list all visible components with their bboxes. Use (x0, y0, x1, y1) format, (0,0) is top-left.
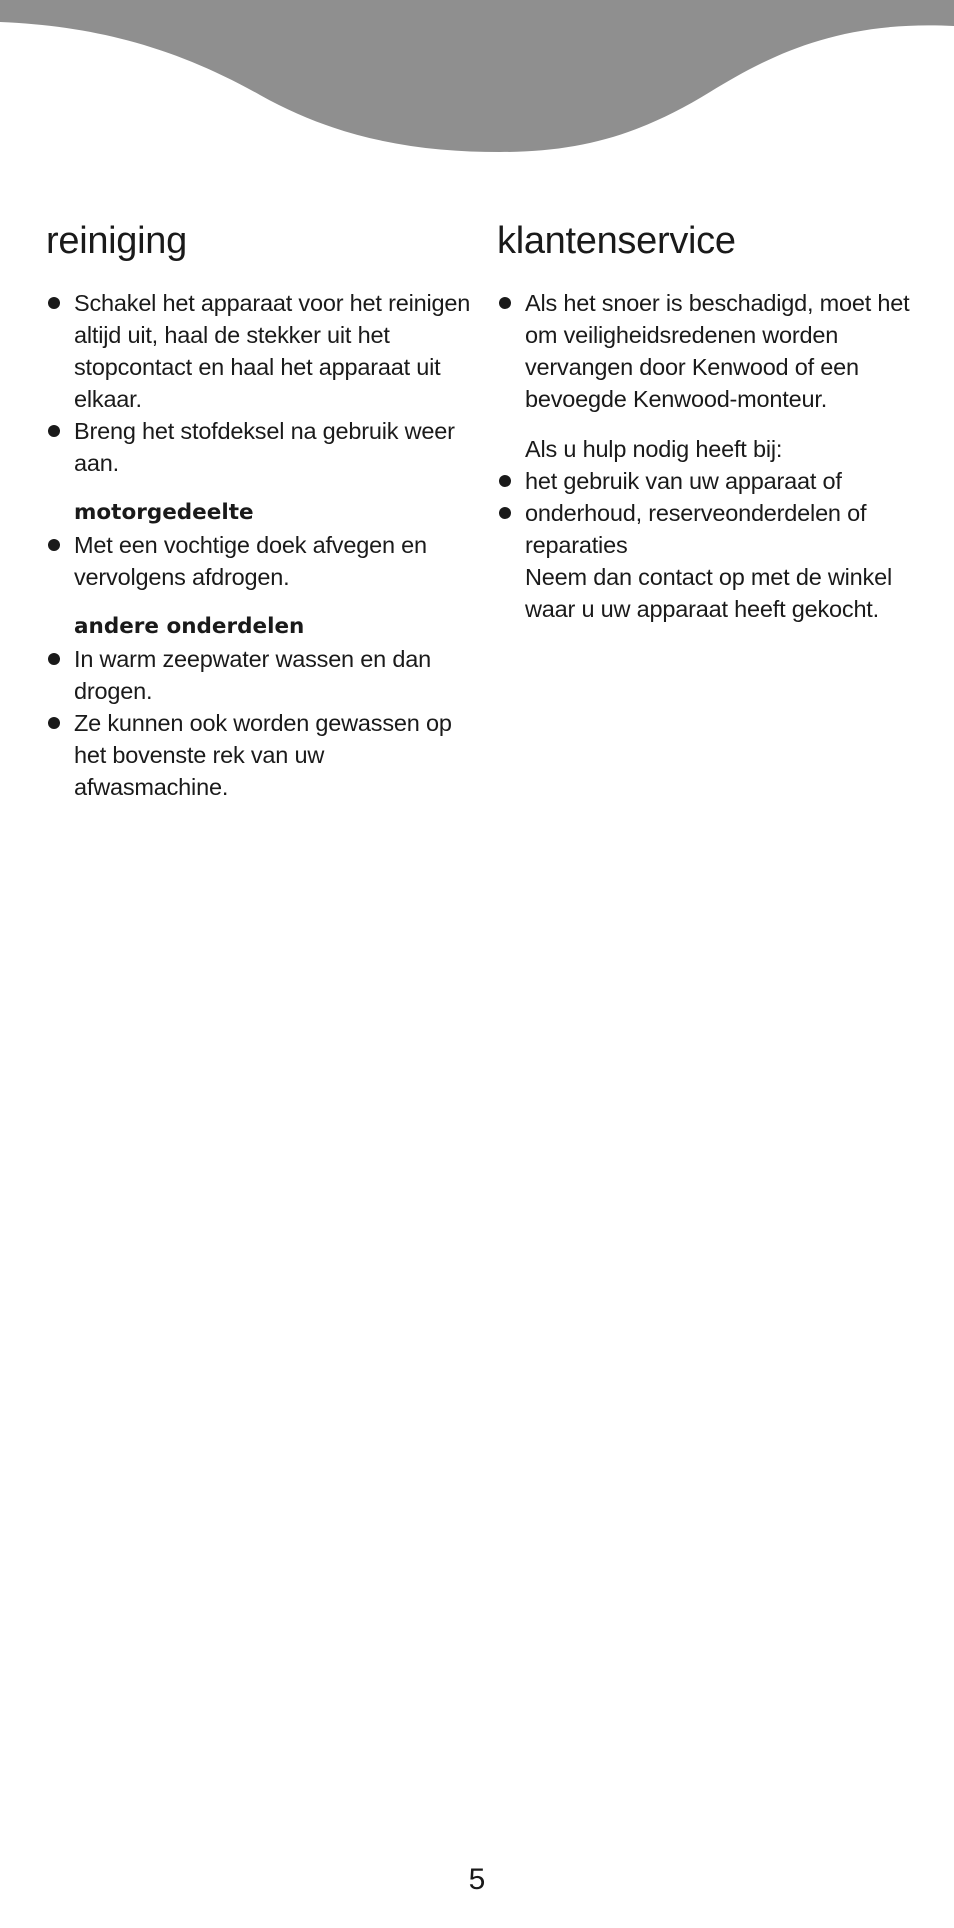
customer-service-section (497, 216, 917, 625)
header-wave-decoration (0, 0, 954, 160)
list-item: onderhoud, reserveonderdelen of reparaties (497, 497, 917, 561)
list-item: Ze kunnen ook worden gewassen op het bovenste rek van uw afwasmachine. (46, 707, 476, 803)
service-list (497, 287, 917, 415)
other-parts-heading: andere onderdelen (74, 614, 305, 639)
page-number: 5 (468, 1863, 486, 1896)
motor-list (46, 529, 476, 593)
list-item: Schakel het apparaat voor het reinigen altijd uit, haal de stekker uit het stopcontact en haal het apparaat uit elkaar. (46, 287, 476, 415)
other-parts-list (46, 643, 476, 803)
list-item: In warm zeepwater wassen en dan drogen. (46, 643, 476, 707)
help-list (497, 465, 917, 561)
list-item: het gebruik van uw apparaat of (497, 465, 917, 497)
customer-service-title: klantenservice (497, 220, 736, 262)
cleaning-intro-list (46, 287, 476, 479)
list-item: Als het snoer is beschadigd, moet het om veiligheidsredenen worden vervangen door Kenwood of een bevoegde Kenwood-monteur. (497, 287, 917, 415)
list-item: Breng het stofdeksel na gebruik weer aan. (46, 415, 476, 479)
cleaning-section (46, 216, 476, 803)
closing-text: Neem dan contact op met de winkel waar u uw apparaat heeft gekocht. (525, 564, 892, 622)
list-item: Met een vochtige doek afvegen en vervolgens afdrogen. (46, 529, 476, 593)
cleaning-title: reiniging (46, 220, 187, 262)
motor-section-heading: motorgedeelte (74, 500, 254, 525)
help-intro-text: Als u hulp nodig heeft bij: (525, 436, 783, 462)
